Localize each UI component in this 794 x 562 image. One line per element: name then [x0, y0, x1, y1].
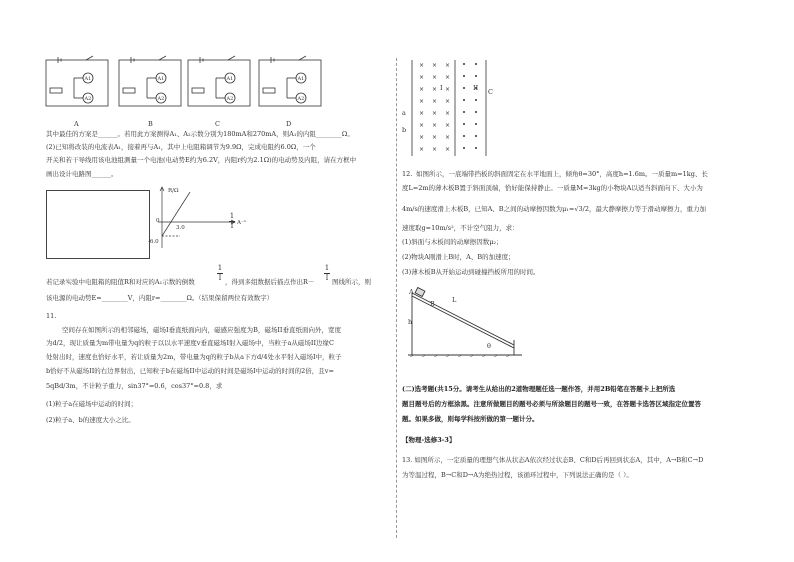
question-choice-line: 其中最佳的方案是______。若用此方案测得A₁、A₂示数分别为180mA和270mA，则A₁的内阻________Ω。	[46, 130, 354, 138]
field-cross-6: ×	[432, 74, 438, 81]
switch-2	[159, 56, 166, 60]
circuit-frame-3	[188, 60, 250, 106]
switch-3	[228, 56, 235, 60]
field-dot-18	[463, 99, 465, 101]
q12-sub-2: (2)物块A刚滑上B时，A、B的加速度；	[402, 253, 515, 261]
circuit-frame-2	[119, 60, 181, 106]
q12-sub-1: (1)斜面与木板间的动摩擦因数μ₂；	[402, 238, 503, 246]
q2-line-3: 画出设计电路图______。	[46, 170, 118, 178]
point-a-label: a	[402, 109, 406, 117]
answer-box	[46, 190, 150, 259]
field-cross-12: ×	[445, 86, 451, 93]
q11-line-3: 处射出时，速度也恰好水平，若让质量为2m，带电量为q的粒子b从a下方d/4处水平射入磁场I中，粒子	[46, 353, 342, 361]
q11-line-2: 为d/2，现让质量为m带电量为q的粒子以以水平速度v垂直磁场I射入磁场中，当粒子a从磁场II边缘C	[46, 339, 335, 347]
field-cross-36: ×	[432, 146, 438, 153]
q12-line-3: 4m/s的速度滑上木板B，已知A、B之间的动摩擦因数为μ₁=√3/2，最大静摩擦力等于滑动摩擦力，重力加	[402, 205, 706, 213]
ammeter-a2-2-label: A2	[157, 96, 165, 102]
field-dot-24	[475, 111, 477, 113]
field-cross-27: ×	[445, 122, 451, 129]
field-dot-8	[463, 75, 465, 77]
field-dot-28	[463, 123, 465, 125]
q11-sub-2: (2)粒子a、b的速度大小之比。	[46, 416, 135, 424]
circuit-label-d: D	[286, 120, 292, 128]
field-dot-34	[475, 135, 477, 137]
fraction-1-over-i-b: 1 I	[324, 264, 330, 282]
graph-origin: 0	[156, 218, 160, 224]
rheostat-2	[123, 88, 135, 93]
field-cross-1: ×	[432, 62, 438, 69]
incline-label-theta: θ	[487, 342, 491, 350]
field-cross-15: ×	[419, 98, 425, 105]
q2-line-1: (2)已知将改装的电流表A₁，接着再与A₁，其中上电阻箱调节为9.9Ω，完成电阻约6.0Ω，一个	[46, 143, 316, 151]
q12-line-2: 度L=2m的薄木板B置于斜面顶端，恰好能保持静止。一质量M=3kg的小物块A以适当斜面向下、大小为	[402, 184, 703, 192]
field-cross-16: ×	[432, 98, 438, 105]
q11-line-1: 空间存在如图所示的相邻磁场，磁场I垂直纸面向内，磁感应强度为B，磁场II垂直纸面向外，宽度	[62, 326, 341, 334]
circuit-label-b: B	[148, 120, 153, 128]
field-dot-4	[475, 63, 477, 65]
field-cross-11: ×	[432, 86, 438, 93]
section2-line-2: 题目题号后的方框涂黑。注意所做题目的题号必须与所涂题目的题号一致，在答题卡选答区域指定位置答	[402, 400, 701, 408]
result-line: 该电源的电动势E=________V，内阻r=________Ω。（结果保留两位有效数字）	[46, 294, 274, 302]
field-dot-29	[475, 123, 477, 125]
point-b-label: b	[402, 126, 407, 134]
switch-1	[86, 56, 93, 60]
field-cross-2: ×	[445, 62, 451, 69]
rheostat-4	[263, 88, 275, 93]
field-dot-13	[463, 87, 465, 89]
incline-figure	[404, 285, 524, 360]
graph-description-a: 若记录实验中电阻箱的阻值R和对应的A₁示数的倒数	[46, 278, 195, 286]
field-cross-35: ×	[419, 146, 425, 153]
field-cross-30: ×	[419, 134, 425, 141]
circuit-label-c: C	[215, 120, 220, 128]
field-cross-25: ×	[419, 122, 425, 129]
region-i-label: I	[440, 84, 443, 92]
ammeter-a1-3-label: A1	[226, 76, 234, 82]
field-dot-23	[463, 111, 465, 113]
graph-x-fraction: 1 I	[229, 212, 235, 230]
circuit-label-a: A	[74, 120, 79, 128]
q12-line-4: 速度取g=10m/s²，不计空气阻力，求：	[402, 224, 519, 232]
ammeter-a1-1-label: A1	[84, 76, 92, 82]
field-cross-21: ×	[432, 110, 438, 117]
ammeter-a2-1-label: A2	[84, 96, 92, 102]
q13-line-1: 13. 如图所示，一定质量的理想气体从状态A依次经过状态B、C和D后再回到状态A，其中，A→B和C→D	[402, 456, 704, 464]
elective-heading: 【物理-选修3-3】	[402, 436, 456, 444]
section2-line-3: 题。如果多做，则每学科按所做的第一题计分。	[402, 415, 539, 423]
q12-sub-3: (3)薄木板B从开始运动到碰撞挡板所用的时间。	[402, 268, 540, 276]
ammeter-a2-4-label: A2	[297, 96, 305, 102]
incline-label-l: L	[452, 296, 457, 304]
graph-xlabel: A⁻¹	[237, 220, 247, 226]
graph-xtick: 3.0	[176, 225, 185, 231]
field-cross-31: ×	[432, 134, 438, 141]
q2-line-2: 开关和若干导线用该电池组测量一个电池(电动势E约为6.2V，内阻r约为2.1Ω)的电动势及内阻，请在方框中	[46, 156, 357, 164]
field-dot-38	[463, 147, 465, 149]
switch-4	[299, 56, 306, 60]
rheostat-1	[50, 88, 62, 93]
magnetic-field-figure	[400, 58, 500, 158]
incline-label-h: h	[408, 318, 413, 326]
field-cross-22: ×	[445, 110, 451, 117]
graph-description-b: ，得到多组数据后描点作出R－	[225, 278, 315, 286]
field-cross-0: ×	[419, 62, 425, 69]
field-cross-26: ×	[432, 122, 438, 129]
q11-number: 11.	[46, 312, 57, 320]
field-cross-5: ×	[419, 74, 425, 81]
field-cross-32: ×	[445, 134, 451, 141]
field-dot-9	[475, 75, 477, 77]
graph-ylabel: R/Ω	[168, 188, 179, 194]
incline-label-a: A	[409, 288, 414, 296]
ammeter-a2-3-label: A2	[226, 96, 234, 102]
field-cross-17: ×	[445, 98, 451, 105]
field-dot-3	[463, 63, 465, 65]
ammeter-a1-4-label: A1	[297, 76, 305, 82]
column-divider	[396, 58, 397, 538]
q11-sub-1: (1)粒子a在磁场中运动的时间；	[46, 400, 138, 408]
section2-line-1: (二)选考题(共15分。请考生从给出的2道物理题任选一题作答，并用2B铅笔在答题卡上把所选	[402, 385, 676, 393]
graph-description-c: 图线所示，则	[332, 278, 371, 286]
q11-line-5: 5qBd/3m，不计粒子重力，sin37°=0.6，cos37°=0.8，求	[46, 382, 223, 390]
field-dot-19	[475, 99, 477, 101]
q12-number: 12.	[402, 170, 413, 178]
ammeter-a1-2-label: A1	[157, 76, 165, 82]
graph-ytick: -6.0	[148, 239, 159, 245]
circuit-frame-4	[259, 60, 321, 106]
field-dot-33	[463, 135, 465, 137]
r-vs-inverse-i-graph	[150, 186, 240, 256]
field-cross-7: ×	[445, 74, 451, 81]
field-cross-20: ×	[419, 110, 425, 117]
circuit-diagrams	[44, 56, 344, 126]
q12-line-1: 如图所示，一底端带挡板的斜面固定在水平地面上，倾角θ=30°，高度h=1.6m。一质量m=1kg、长	[416, 170, 708, 178]
region-ii-label: II	[473, 84, 479, 92]
q11-line-4: b恰好不从磁场II的右边界射出，已知粒子b在磁场II中运动的时间是磁场I中运动的时间的2倍，且v=	[46, 367, 334, 375]
q13-line-2: 为等温过程，B→C和D→A为绝热过程，该循环过程中，下列说法正确的是（ ）。	[402, 471, 633, 479]
incline-label-b: B	[430, 300, 435, 308]
circuit-frame-1	[46, 60, 108, 106]
point-c-label: C	[488, 88, 493, 96]
field-dot-39	[475, 147, 477, 149]
field-cross-37: ×	[445, 146, 451, 153]
fraction-1-over-i-a: 1 I	[217, 264, 223, 282]
field-cross-10: ×	[419, 86, 425, 93]
rheostat-3	[192, 88, 204, 93]
